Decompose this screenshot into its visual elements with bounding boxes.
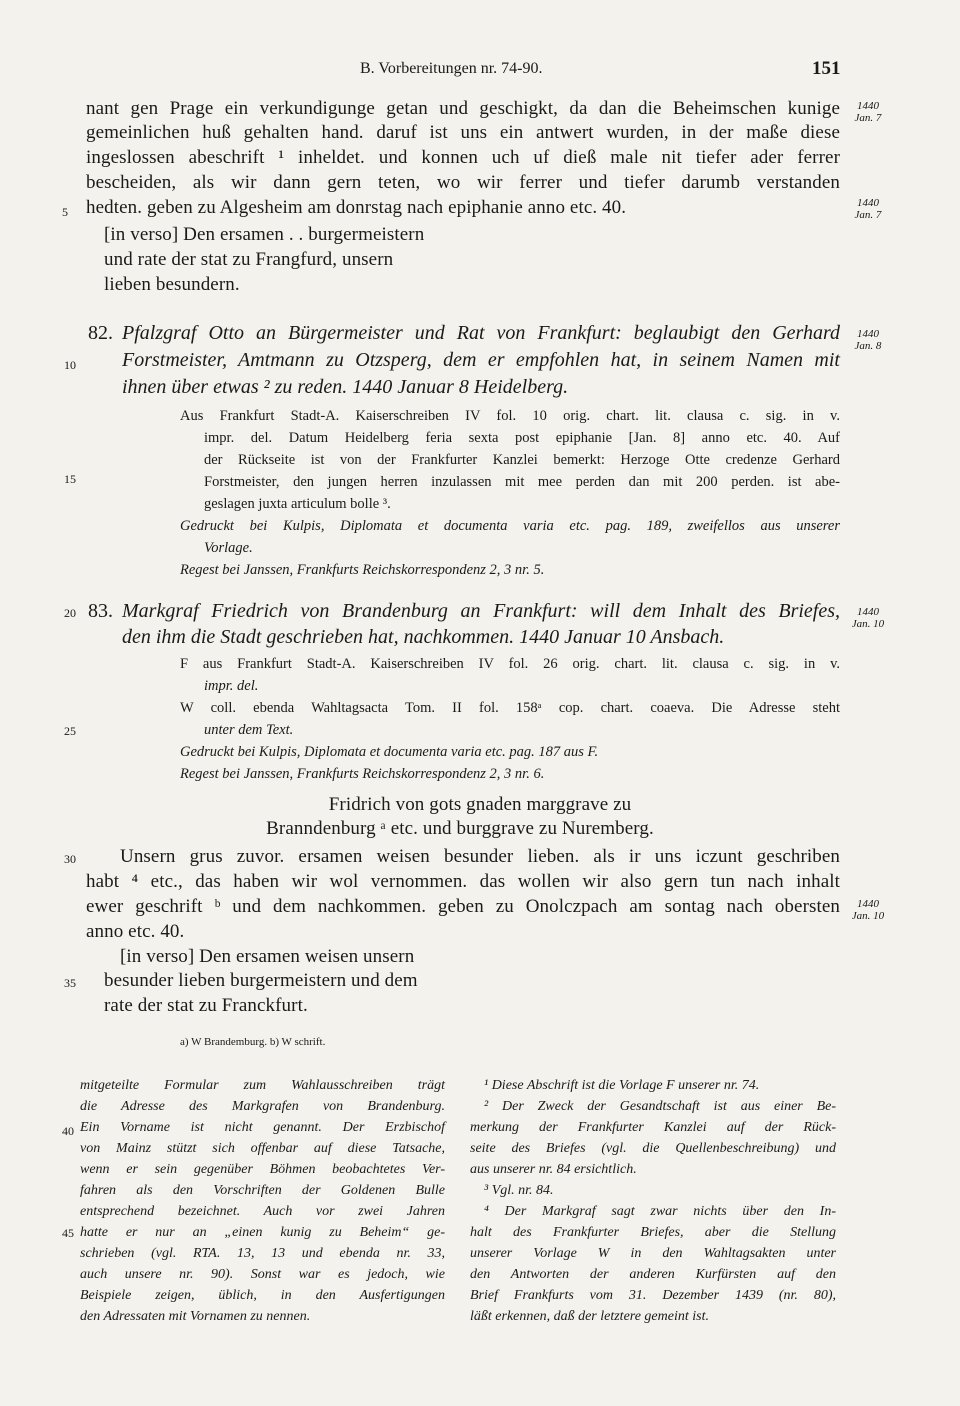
source-line: Regest bei Janssen, Frankfurts Reichskorrespondenz 2, 3 nr. 5. — [180, 562, 545, 578]
footnote-line: den Adressaten mit Vornamen zu nennen. — [80, 1309, 311, 1324]
entry-heading: Pfalzgraf Otto an Bürgermeister und Rat von Frankfurt: beglaubigt den Gerhard — [122, 322, 840, 344]
footnote-line: Ein Vorname ist nicht genannt. Der Erzbischof — [80, 1120, 445, 1135]
letter-line: besunder lieben burgermeistern und dem — [104, 970, 418, 991]
text-line: ingeslossen abeschrift ¹ inheldet. und konnen uch uf dieß male nit tiefer ader ferrer — [86, 147, 840, 168]
footnote-line: merkung der Frankfurter Kanzlei auf der Rück- — [470, 1120, 836, 1135]
footnote-line: ⁴ Der Markgraf sagt zwar nichts über den In- — [484, 1204, 836, 1219]
footnote-line: Brief Frankfurts vom 31. Dezember 1439 (nr. 80), — [470, 1288, 836, 1303]
footnote-line: von Mainz stützt sich offenbar auf diese Tatsache, — [80, 1141, 445, 1156]
text-line: hedten. geben zu Algesheim am donrstag nach epiphanie anno etc. 40. — [86, 197, 627, 218]
letter-line: ewer geschrift ᵇ und dem nachkommen. geben zu Onolczpach am sontag nach obersten — [86, 896, 840, 917]
footnote-line: entsprechend bezeichnet. Auch vor zwei Jahren — [80, 1204, 445, 1219]
footnote-line: schrieben (vgl. RTA. 13, 13 und ebenda nr. 33, — [80, 1246, 445, 1261]
footnote-line: die Adresse des Markgrafen von Brandenburg. — [80, 1099, 445, 1114]
margin-date: 1440 Jan. 8 — [854, 328, 882, 353]
footnote-line: seite des Briefes (vgl. die Quellenbeschreibung) und — [470, 1141, 836, 1156]
text-line: lieben besundern. — [104, 274, 240, 295]
entry-number: 83. — [88, 600, 113, 622]
margin-date: 1440 Jan. 10 — [851, 606, 885, 631]
footnote-line: ¹ Diese Abschrift ist die Vorlage F unserer nr. 74. — [484, 1078, 760, 1093]
text-line: gemeinlichen huß gehalten hand. daruf ist uns ein antwert wurden, in der maße diese — [86, 122, 840, 143]
source-line: Vorlage. — [204, 540, 253, 556]
footnote-line: fahren als den Vorschriften der Goldenen Bulle — [80, 1183, 445, 1198]
source-line: unter dem Text. — [204, 722, 294, 738]
variant-notes: a) W Brandemburg. b) W schrift. — [180, 1036, 326, 1048]
text-line: [in verso] Den ersamen . . burgermeistern — [104, 224, 425, 245]
source-line: impr. del. Datum Heidelberg feria sexta post epiphanie [Jan. 8] anno etc. 40. Auf — [204, 430, 840, 446]
line-number: 40 — [62, 1124, 74, 1138]
text-line: bescheiden, als wir dann gern teten, wo wir ferrer und tiefer darumb verstanden — [86, 172, 840, 193]
line-number: 30 — [64, 852, 76, 866]
source-line: der Rückseite ist von der Frankfurter Kanzlei bemerkt: Herzoge Otte credenze Gerhard — [204, 452, 840, 468]
footnote-line: Beispiele zeigen, üblich, in den Ausfertigungen — [80, 1288, 445, 1303]
letter-line: anno etc. 40. — [86, 921, 185, 942]
line-number: 15 — [64, 472, 76, 486]
line-number: 35 — [64, 976, 76, 990]
footnote-line: wenn er sein gegenüber Böhmen beobachtetes Ver- — [80, 1162, 445, 1177]
running-header: B. Vorbereitungen nr. 74-90. — [360, 60, 543, 77]
entry-heading: Markgraf Friedrich von Brandenburg an Frankfurt: will dem Inhalt des Briefes, — [122, 600, 840, 622]
entry-number: 82. — [88, 322, 113, 344]
footnote-line: hatte er nur an „einen kunig zu Beheim“ ge- — [80, 1225, 445, 1240]
letter-line: Unsern grus zuvor. ersamen weisen besunder lieben. als ir uns iczunt geschriben — [120, 846, 840, 867]
letter-line: rate der stat zu Franckfurt. — [104, 995, 308, 1016]
source-line: Gedruckt bei Kulpis, Diplomata et documenta varia etc. pag. 189, zweifellos aus unserer — [180, 518, 840, 534]
entry-heading: Forstmeister, Amtmann zu Otzsperg, dem er empfohlen hat, in seinem Namen mit — [122, 349, 840, 371]
text-line: und rate der stat zu Frangfurd, unsern — [104, 249, 394, 270]
source-line: W coll. ebenda Wahltagsacta Tom. II fol. 158ᵃ cop. chart. coaeva. Die Adresse steht — [180, 700, 840, 716]
letter-line: habt ⁴ etc., das haben wir wol vernommen. das wollen wir also gern tun nach inhalt — [86, 871, 840, 892]
margin-date: 1440 Jan. 7 — [854, 197, 882, 222]
source-line: Forstmeister, den jungen herren inzulassen mit mee perden dan mit 200 perden. ist abe- — [204, 474, 840, 490]
salutation-line: Branndenburg ᵃ etc. und burggrave zu Nuremberg. — [266, 818, 654, 839]
line-number: 45 — [62, 1226, 74, 1240]
entry-heading: den ihm die Stadt geschrieben hat, nachkommen. 1440 Januar 10 Ansbach. — [122, 626, 725, 648]
margin-date: 1440 Jan. 7 — [854, 100, 882, 125]
line-number: 5 — [62, 205, 68, 219]
line-number: 10 — [64, 358, 76, 372]
line-number: 25 — [64, 724, 76, 738]
footnote-line: unserer Vorlage W in den Wahltagsakten unter — [470, 1246, 836, 1261]
footnote-line: halt des Frankfurter Briefes, aber die Stellung — [470, 1225, 836, 1240]
source-line: geslagen juxta articulum bolle ³. — [204, 496, 391, 512]
text-line: nant gen Prage ein verkundigunge getan und geschigkt, da dan die Beheimschen kunige — [86, 98, 840, 119]
footnote-line: läßt erkennen, daß der letztere gemeint ist. — [470, 1309, 709, 1324]
line-number: 20 — [64, 606, 76, 620]
footnote-line: den Antworten der anderen Kurfürsten auf den — [470, 1267, 836, 1282]
source-line: Gedruckt bei Kulpis, Diplomata et documenta varia etc. pag. 187 aus F. — [180, 744, 599, 760]
footnote-line: ³ Vgl. nr. 84. — [484, 1183, 554, 1198]
source-line: Aus Frankfurt Stadt-A. Kaiserschreiben IV fol. 10 orig. chart. lit. clausa c. sig. in v. — [180, 408, 840, 424]
source-line: impr. del. — [204, 678, 259, 694]
source-line: Regest bei Janssen, Frankfurts Reichskorrespondenz 2, 3 nr. 6. — [180, 766, 545, 782]
footnote-line: mitgeteilte Formular zum Wahlausschreiben trägt — [80, 1078, 445, 1093]
salutation-line: Fridrich von gots gnaden marggrave zu — [328, 794, 632, 815]
footnote-line: auch unsere nr. 90). Sonst war es jedoch, wie — [80, 1267, 445, 1282]
source-line: F aus Frankfurt Stadt-A. Kaiserschreiben IV fol. 26 orig. chart. lit. clausa c. sig. in v. — [180, 656, 840, 672]
letter-line: [in verso] Den ersamen weisen unsern — [120, 946, 415, 967]
margin-date: 1440 Jan. 10 — [851, 898, 885, 923]
footnote-line: ² Der Zweck der Gesandtschaft ist aus einer Be- — [484, 1099, 836, 1114]
page-number: 151 — [812, 58, 841, 79]
entry-heading: ihnen über etwas ² zu reden. 1440 Januar 8 Heidelberg. — [122, 376, 569, 398]
footnote-line: aus unserer nr. 84 ersichtlich. — [470, 1162, 637, 1177]
